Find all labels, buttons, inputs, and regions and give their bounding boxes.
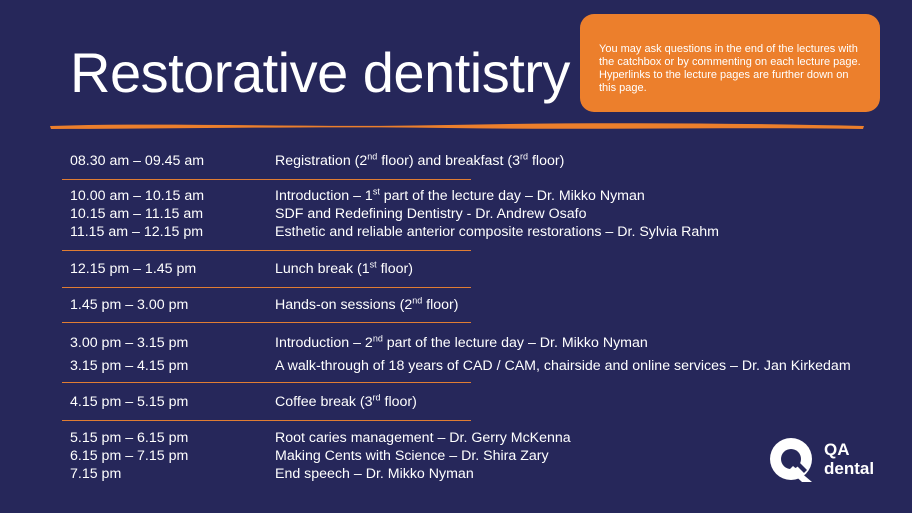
schedule-block [62,288,912,322]
schedule-description: A walk-through of 18 years of CAD / CAM, chairside and online services – Dr. Jan Kirkedam [275,358,851,374]
schedule-time: 3.15 pm – 4.15 pm [70,358,189,374]
logo-text-dental: dental [824,459,875,478]
schedule-description: Root caries management – Dr. Gerry McKenna [275,430,571,446]
schedule-time: 1.45 pm – 3.00 pm [70,297,189,313]
schedule-row [70,334,904,352]
schedule-row [70,187,904,205]
schedule-row [70,205,904,223]
floor-ordinal-suffix: rd [520,151,529,162]
description-part: floor) and breakfast (3 [377,153,521,169]
schedule-table [62,143,912,483]
questions-note: You may ask questions in the end of the lectures with the catchbox or by commenting on each lecture page. Hyperlinks to the lecture pages are further down on this page. [580,14,880,112]
schedule-description: Making Cents with Science – Dr. Shira Zary [275,448,549,464]
schedule-description: SDF and Redefining Dentistry - Dr. Andrew Osafo [275,206,587,222]
schedule-time: 3.00 pm – 3.15 pm [70,335,189,351]
qa-dental-logo [767,436,887,484]
schedule-time: 7.15 pm [70,466,122,482]
schedule-row [70,393,904,411]
schedule-row [70,296,904,314]
description-part: Introduction – 2 [275,335,373,351]
description-part: floor) [380,394,417,410]
schedule-row [70,152,904,170]
schedule-description [275,187,904,205]
schedule-time: 10.00 am – 10.15 am [70,188,205,204]
schedule-row [70,357,904,375]
description-part: Registration (2 [275,153,368,169]
schedule-description [275,296,904,314]
page-title: Restorative dentistry [70,41,570,104]
floor-ordinal-suffix: nd [372,333,383,344]
description-part: Introduction – 1 [275,188,373,204]
schedule-description: Esthetic and reliable anterior composite restorations – Dr. Sylvia Rahm [275,224,719,240]
schedule-block [62,251,912,287]
schedule-description [275,393,904,411]
floor-ordinal-suffix: rd [372,392,381,403]
description-part: Coffee break (3 [275,394,373,410]
schedule-time: 6.15 pm – 7.15 pm [70,448,189,464]
floor-ordinal-suffix: st [369,259,377,270]
floor-ordinal-suffix: nd [412,295,423,306]
description-part: floor) [376,261,413,277]
schedule-row [70,260,904,278]
schedule-row [70,223,904,241]
schedule-block [62,383,912,420]
schedule-description [275,334,904,352]
schedule-block [62,180,912,250]
schedule-time: 5.15 pm – 6.15 pm [70,430,189,446]
description-part: part of the lecture day – Dr. Mikko Nyman [382,335,648,351]
schedule-description [275,260,904,278]
qa-logo-mark-icon [767,436,817,484]
schedule-time: 4.15 pm – 5.15 pm [70,394,189,410]
description-part: floor) [422,297,459,313]
description-part: Hands-on sessions (2 [275,297,413,313]
schedule-block [62,143,912,179]
floor-ordinal-suffix: st [372,186,380,197]
brush-stroke-divider [48,118,868,132]
schedule-description: End speech – Dr. Mikko Nyman [275,466,474,482]
schedule-time: 11.15 am – 12.15 pm [70,224,204,240]
schedule-time: 10.15 am – 11.15 am [70,206,204,222]
description-part: part of the lecture day – Dr. Mikko Nyman [379,188,645,204]
schedule-description [275,152,904,170]
schedule-time: 08.30 am – 09.45 am [70,153,205,169]
schedule-block [62,323,912,382]
description-part: Lunch break (1 [275,261,370,277]
floor-ordinal-suffix: nd [367,151,378,162]
description-part: floor) [528,153,565,169]
schedule-time: 12.15 pm – 1.45 pm [70,261,197,277]
logo-text-qa: QA [824,440,850,459]
